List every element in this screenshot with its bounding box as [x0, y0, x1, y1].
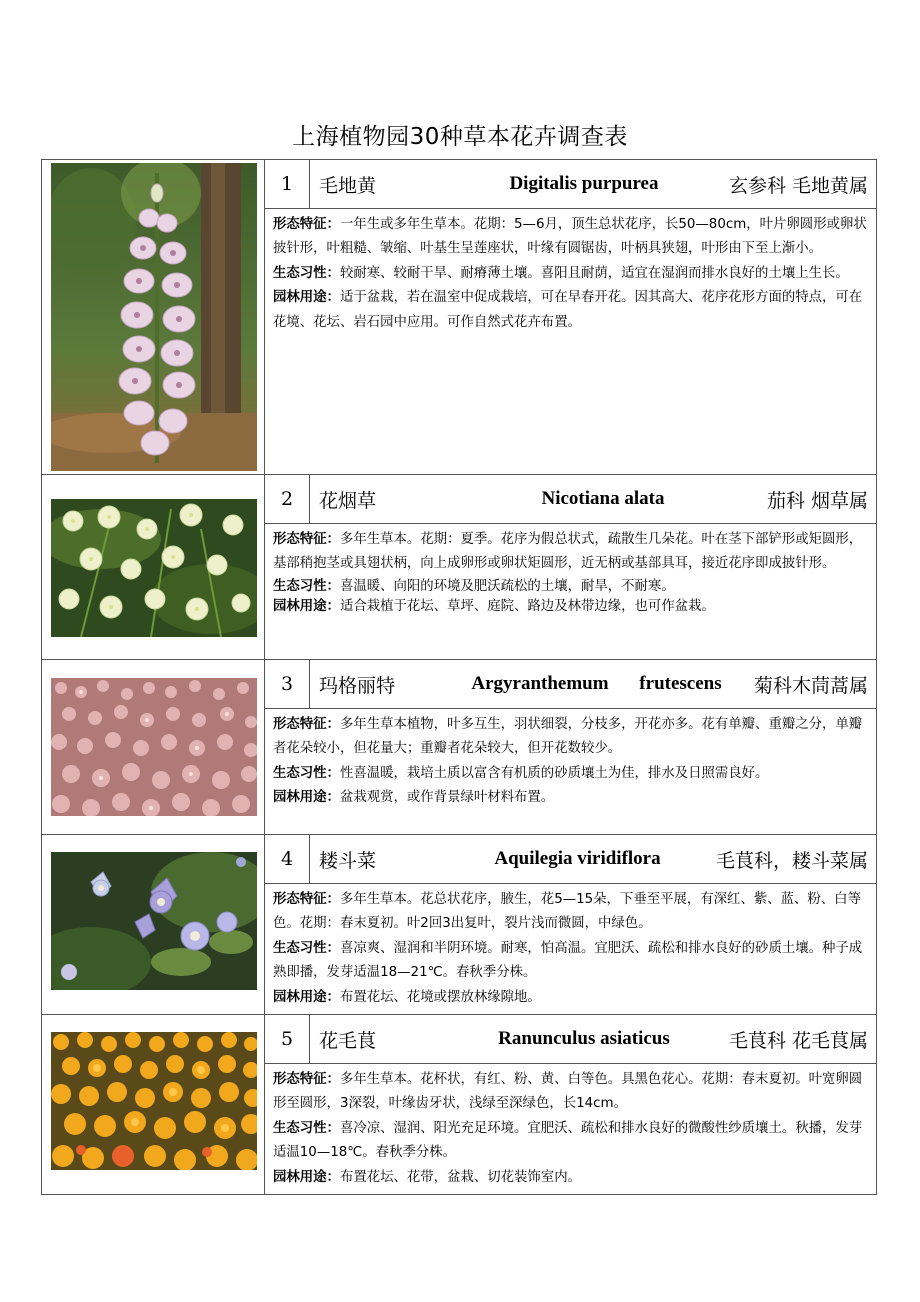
plant-info [265, 475, 877, 660]
eco-text: 性喜温暖，栽培土质以富含有机质的砂质壤土为佳，排水及日照需良好。 [339, 765, 769, 781]
plant-header [265, 160, 876, 209]
plant-chinese-name: 花烟草 [319, 489, 377, 512]
plant-chinese-name: 玛格丽特 [319, 674, 396, 697]
plant-header [265, 835, 876, 884]
plant-number: 4 [265, 835, 310, 883]
plant-info [265, 160, 877, 475]
morph-label: 形态特征： [273, 532, 340, 547]
plant-number: 2 [265, 475, 310, 523]
eco-text: 喜冷凉、湿润、阳光充足环境。宜肥沃、疏松和排水良好的微酸性纱质壤土。秋播，发芽适温10—18℃。春秋季分株。 [273, 1120, 863, 1161]
morph-label: 形态特征： [273, 1072, 340, 1088]
photo-cell [42, 160, 265, 475]
eco-text: 喜凉爽、湿润和半阴环境。耐寒，怕高温。宜肥沃、疏松和排水良好的砂质土壤。种子成熟即播，发芽适温18—21℃。春秋季分株。 [273, 940, 863, 981]
use-text: 布置花坛、花带，盆栽、切花装饰室内。 [339, 1169, 581, 1185]
use-text: 适于盆栽，若在温室中促成栽培，可在早春开花。因其高大、花序花形方面的特点，可在花境、花坛、岩石园中应用。可作自然式花卉布置。 [273, 290, 863, 330]
morph-text: 一年生或多年生草本。花期：5—6月，顶生总状花序，长50—80cm，叶片卵圆形或卵状披针形，叶粗糙、皱缩、叶基生呈莲座状，叶缘有圆锯齿，叶柄具狭翅，叶形由下至上渐小。 [273, 217, 867, 257]
use-label: 园林用途： [273, 790, 340, 806]
eco-label: 生态习性： [273, 940, 340, 956]
use-label: 园林用途： [273, 1169, 340, 1185]
eco-label: 生态习性： [273, 265, 340, 281]
morph-text: 多年生草本。花期：夏季。花序为假总状式，疏散生几朵花。叶在茎下部铲形或矩圆形，基部稍抱茎或具翅状柄，向上成卵形或卵状矩圆形，近无柄或基部具耳，接近花序即成披针形。 [273, 532, 863, 572]
plant-info [265, 1015, 877, 1195]
use-label: 园林用途： [273, 989, 340, 1005]
table-row [42, 1015, 877, 1195]
photo-cell [42, 660, 265, 835]
flowering-tobacco-photo [51, 499, 257, 637]
plant-description [265, 1064, 876, 1194]
ranunculus-photo [51, 1032, 257, 1170]
plant-family: 茄科 烟草属 [766, 489, 868, 512]
eco-label: 生态习性： [273, 765, 340, 781]
marguerite-photo [51, 678, 257, 816]
use-text: 布置花坛、花境或摆放林缘隙地。 [339, 989, 541, 1005]
plant-number: 1 [265, 160, 310, 208]
photo-cell [42, 835, 265, 1015]
plant-description [265, 524, 876, 621]
plant-number: 3 [265, 660, 310, 708]
plant-description [265, 209, 876, 339]
survey-table [41, 159, 877, 1195]
plant-header [265, 475, 876, 524]
plant-latin-name: Nicotiana alata [541, 488, 665, 509]
use-label: 园林用途： [273, 290, 340, 306]
plant-chinese-name: 耧斗菜 [319, 849, 377, 872]
plant-description [265, 884, 876, 1014]
table-row [42, 835, 877, 1015]
photo-cell [42, 475, 265, 660]
photo-cell [42, 1015, 265, 1195]
plant-info [265, 660, 877, 835]
plant-family: 毛茛科 花毛茛属 [728, 1029, 868, 1052]
plant-family: 玄参科 毛地黄属 [728, 174, 868, 197]
plant-chinese-name: 毛地黄 [319, 174, 377, 197]
columbine-photo [51, 852, 257, 990]
plant-info [265, 835, 877, 1015]
plant-latin-name: Argyranthemum frutescens [471, 673, 722, 694]
morph-text: 多年生草本。花杯状，有红、粉、黄、白等色。具黑色花心。花期：春末夏初。叶宽卵圆形至圆形，3深裂，叶缘齿牙状，浅绿至深绿色，长14cm。 [273, 1072, 863, 1112]
morph-text: 多年生草本植物，叶多互生，羽状细裂，分枝多，开花亦多。花有单瓣、重瓣之分，单瓣者花朵较小，但花量大；重瓣者花朵较大，但开花数较少。 [273, 717, 863, 757]
plant-number: 5 [265, 1015, 310, 1063]
plant-latin-name: Aquilegia viridiflora [494, 848, 661, 869]
foxglove-photo [51, 163, 257, 471]
plant-chinese-name: 花毛茛 [319, 1029, 377, 1052]
eco-label: 生态习性： [273, 578, 340, 594]
plant-family: 菊科木茼蒿属 [753, 674, 868, 697]
table-row [42, 160, 877, 475]
eco-text: 较耐寒、较耐干旱、耐瘠薄土壤。喜阳且耐荫，适宜在湿润而排水良好的土壤上生长。 [339, 265, 849, 281]
plant-latin-name: Ranunculus asiaticus [498, 1028, 670, 1050]
eco-label: 生态习性： [273, 1120, 340, 1136]
eco-text: 喜温暖、向阳的环境及肥沃疏松的土壤，耐旱，不耐寒。 [339, 578, 675, 594]
plant-description [265, 709, 876, 815]
plant-family: 毛茛科，耧斗菜属 [715, 849, 868, 872]
morph-label: 形态特征： [273, 892, 340, 907]
table-row [42, 660, 877, 835]
plant-header [265, 660, 876, 709]
morph-label: 形态特征： [273, 217, 340, 232]
use-text: 盆栽观赏，或作背景绿叶材料布置。 [339, 790, 555, 806]
use-text: 适合栽植于花坛、草坪、庭院、路边及林带边缘，也可作盆栽。 [339, 598, 715, 614]
plant-header [265, 1015, 876, 1064]
table-row [42, 475, 877, 660]
morph-text: 多年生草本。花总状花序，腋生，花5—15朵，下垂至平展，有深红、紫、蓝、粉、白等色。花期：春末夏初。叶2回3出复叶，裂片浅而微圆，中绿色。 [273, 892, 861, 932]
page-title: 上海植物园30种草本花卉调查表 [292, 124, 628, 150]
morph-label: 形态特征： [273, 717, 340, 732]
plant-latin-name: Digitalis purpurea [509, 173, 659, 194]
use-label: 园林用途： [273, 598, 340, 614]
